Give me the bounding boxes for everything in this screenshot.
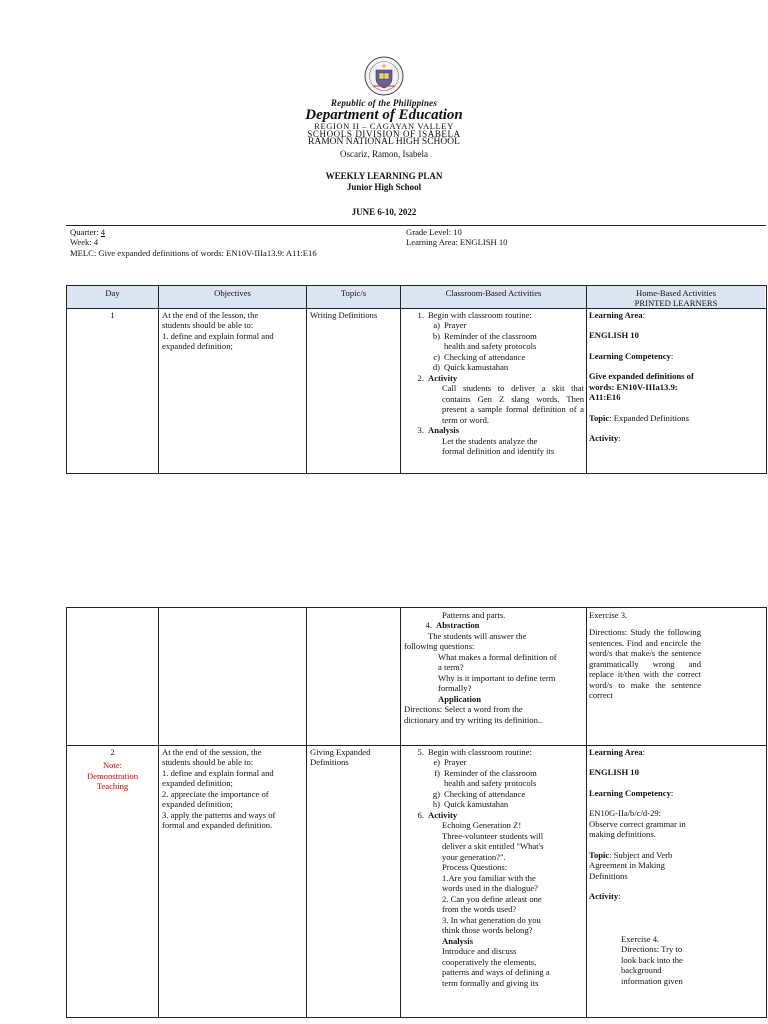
question-2 [404,673,584,694]
list-item: 5. Begin with classroom routine: [417,747,532,757]
exercise-3: Exercise 3. [589,610,628,620]
objective-line: 1. define and explain formal and [162,330,274,341]
document-subtitle: Junior High School [346,182,422,192]
classroom-activities-day-2 [412,747,584,1015]
list-item: 1. Begin with classroom routine: [417,310,532,320]
objective-line: students should be able to: [162,320,254,331]
demo-note [67,760,158,791]
objective-line: expanded definition; [162,778,233,789]
text-line: 3. In what generation do you [442,914,541,925]
home-activities-day-2 [589,747,703,1015]
text-line: 1.Are you familiar with the [442,872,536,883]
home-topic: Topic: Subject and Verb Agreement in Making Definitions [589,849,673,881]
text-line: Three-volunteer students will [442,830,544,841]
list-item: health and safety protocols [444,341,537,352]
text-line: a term? [438,662,464,673]
objective-line: 3. apply the patterns and ways of [162,809,276,820]
topic-line: Definitions [310,757,349,768]
objective-line: At the end of the lesson, the [162,310,259,320]
col-rule [158,607,159,1017]
objective-line: 1. define and explain formal and [162,767,274,778]
topic-day-2 [310,747,400,768]
home-competency: Give expanded definitions of words: EN10V-IIIa13.9: A11:E16 [589,371,694,403]
col-rule [586,285,587,473]
objective-line: expanded definition; [162,799,233,810]
day-2-cell [67,747,158,792]
col-rule [586,607,587,1017]
text-line: Echoing Generation Z! [442,820,522,831]
col-header-home-line2: PRINTED LEARNERS [634,298,718,309]
text-line: cooperatively the elements, [442,956,537,967]
text-line: 2. Can you define atleast one [442,893,542,904]
text-line: formal definition and identify its [442,446,555,457]
text-line: Introduce and discuss [442,946,517,957]
text-line: words used in the dialogue? [442,883,538,894]
note-line: Teaching [96,781,129,792]
text-line: term formally and giving its [442,977,539,988]
application-heading: Application [438,693,481,704]
list-item: b) Reminder of the classroom [432,330,537,341]
republic-line: Republic of the Philippines [330,98,438,108]
exercise-4 [589,934,703,986]
text-line: look back into the [621,954,683,965]
list-item: 3. Analysis [417,425,460,436]
list-item: g) Checking of attendance [432,788,526,799]
text-line: dictionary and try writing its definition.. [404,714,543,725]
objective-line: expanded definition; [162,341,233,352]
grade-level: Grade Level: 10 [406,227,462,237]
list-item: 2. Activity [417,372,458,383]
list-item: a) Prayer [433,320,467,331]
row-rule [66,745,766,746]
list-item: c) Checking of attendance [433,351,526,362]
text-line: Exercise 4. [621,933,660,944]
question-1 [404,652,584,673]
list-item: health and safety protocols [444,778,537,789]
week-line: Week: 4 [70,237,99,248]
text-line: from the words used? [442,904,517,915]
region-line: REGION II – CAGAYAN VALLEY [314,121,454,131]
activity-lines [412,820,584,988]
deped-seal [364,56,404,96]
text-line: information given [621,975,683,986]
quarter-line: Quarter: 4 [70,227,106,237]
col-header-classroom: Classroom-Based Activities [445,288,542,298]
list-item: e) Prayer [433,757,467,768]
home-activities-continued [589,610,701,744]
objectives-day-2 [162,747,304,831]
text-line: think those words belong? [442,925,533,936]
text-line: deliver a skit entitled "What's [442,841,544,852]
text-line: Directions: Select a word from the [404,704,523,715]
col-header-topics: Topic/s [340,288,367,298]
col-rule [306,285,307,473]
school-name: RAMON NATIONAL HIGH SCHOOL [308,137,460,147]
text-line: What makes a formal definition of [438,651,557,662]
col-header-home [587,288,765,309]
text-line: The students will answer the [428,630,527,641]
list-item: 6. Activity [417,809,458,820]
topic-line: Giving Expanded [310,747,371,757]
home-competency-label: Learning Competency: [589,350,674,361]
col-rule [400,285,401,473]
info-right [406,227,706,248]
text-line: Directions: Try to [621,944,683,955]
home-activity: Activity: [589,433,621,444]
home-topic: Topic: Expanded Definitions [589,412,689,423]
melc-line: MELC: Give expanded definitions of words: EN10V-IIIa13.9: A11:E16 [70,247,317,258]
day-1: 1 [110,310,115,320]
topic-day-1: Writing Definitions [310,310,378,320]
competency-code: EN10G-IIa/b/c/d-29: [589,808,662,819]
col-rule [306,607,307,1017]
col-header-day: Day [105,288,120,298]
col-header-objectives: Objectives [214,288,251,298]
department-name: Department of Education [305,107,463,123]
classroom-activities-continued [404,610,584,744]
home-activities-day-1 [589,310,701,471]
list-item: f) Reminder of the classroom [434,767,537,778]
text-line: formally? [438,683,472,694]
objective-line: 2. appreciate the importance of [162,788,269,799]
analysis-heading: Analysis [442,935,474,946]
analysis-text [412,436,584,457]
info-left [70,227,390,258]
objective-line: students should be able to: [162,757,254,768]
text-line: patterns and ways of defining a [442,967,550,978]
day-2: 2 [110,747,115,757]
text-line: Let the students analyze the [442,435,538,446]
text-line: your generation?". [442,851,506,862]
objectives-day-1 [162,310,304,352]
list-item: 4. Abstraction [425,620,480,631]
text-line: Process Questions: [442,862,508,873]
text-line: background [621,965,662,976]
list-item: h) Quick kamustahan [432,799,509,810]
col-rule [158,285,159,473]
activity-text: Call students to deliver a skit that contains Gen Z slang words. Then present a sample formal definition of a term or word. [442,383,584,425]
home-subject: ENGLISH 10 [589,767,639,778]
note-line: Note: [102,760,123,771]
home-subject: ENGLISH 10 [589,330,639,341]
home-learning-area: Learning Area: [589,747,645,757]
list-item: d) Quick kamustahan [432,362,509,373]
exercise-3-directions: Directions: Study the following sentences. Find and encircle the word/s that make/s the sentence grammatically wrong and replace it/then with the correct word/s to make the sentence correct [589,627,701,701]
text-line: Why is it important to define term [438,672,556,683]
division-line: SCHOOLS DIVISION OF ISABELA [307,129,461,139]
classroom-activities-day-1 [412,310,584,471]
home-activity: Activity: [589,891,621,902]
document-title: WEEKLY LEARNING PLAN [325,171,443,181]
home-competency: Observe correct grammar in making definitions. [589,818,686,840]
continued-line: Patterns and parts. [442,610,506,620]
info-top-rule [66,225,766,226]
learning-area: Learning Area: ENGLISH 10 [406,237,508,248]
school-address: Oscariz, Ramon, Isabela [340,149,428,159]
document-date: JUNE 6-10, 2022 [351,207,417,217]
home-competency-label: Learning Competency: [589,787,674,798]
note-line: Demonstration [86,770,139,781]
col-header-home-line1: Home-Based Activities [636,288,716,298]
objective-line: At the end of the session, the [162,747,262,757]
text-line: following questions: [404,641,475,652]
home-learning-area: Learning Area: [589,310,645,320]
objective-line: formal and expanded definition. [162,820,273,831]
col-rule [400,607,401,1017]
